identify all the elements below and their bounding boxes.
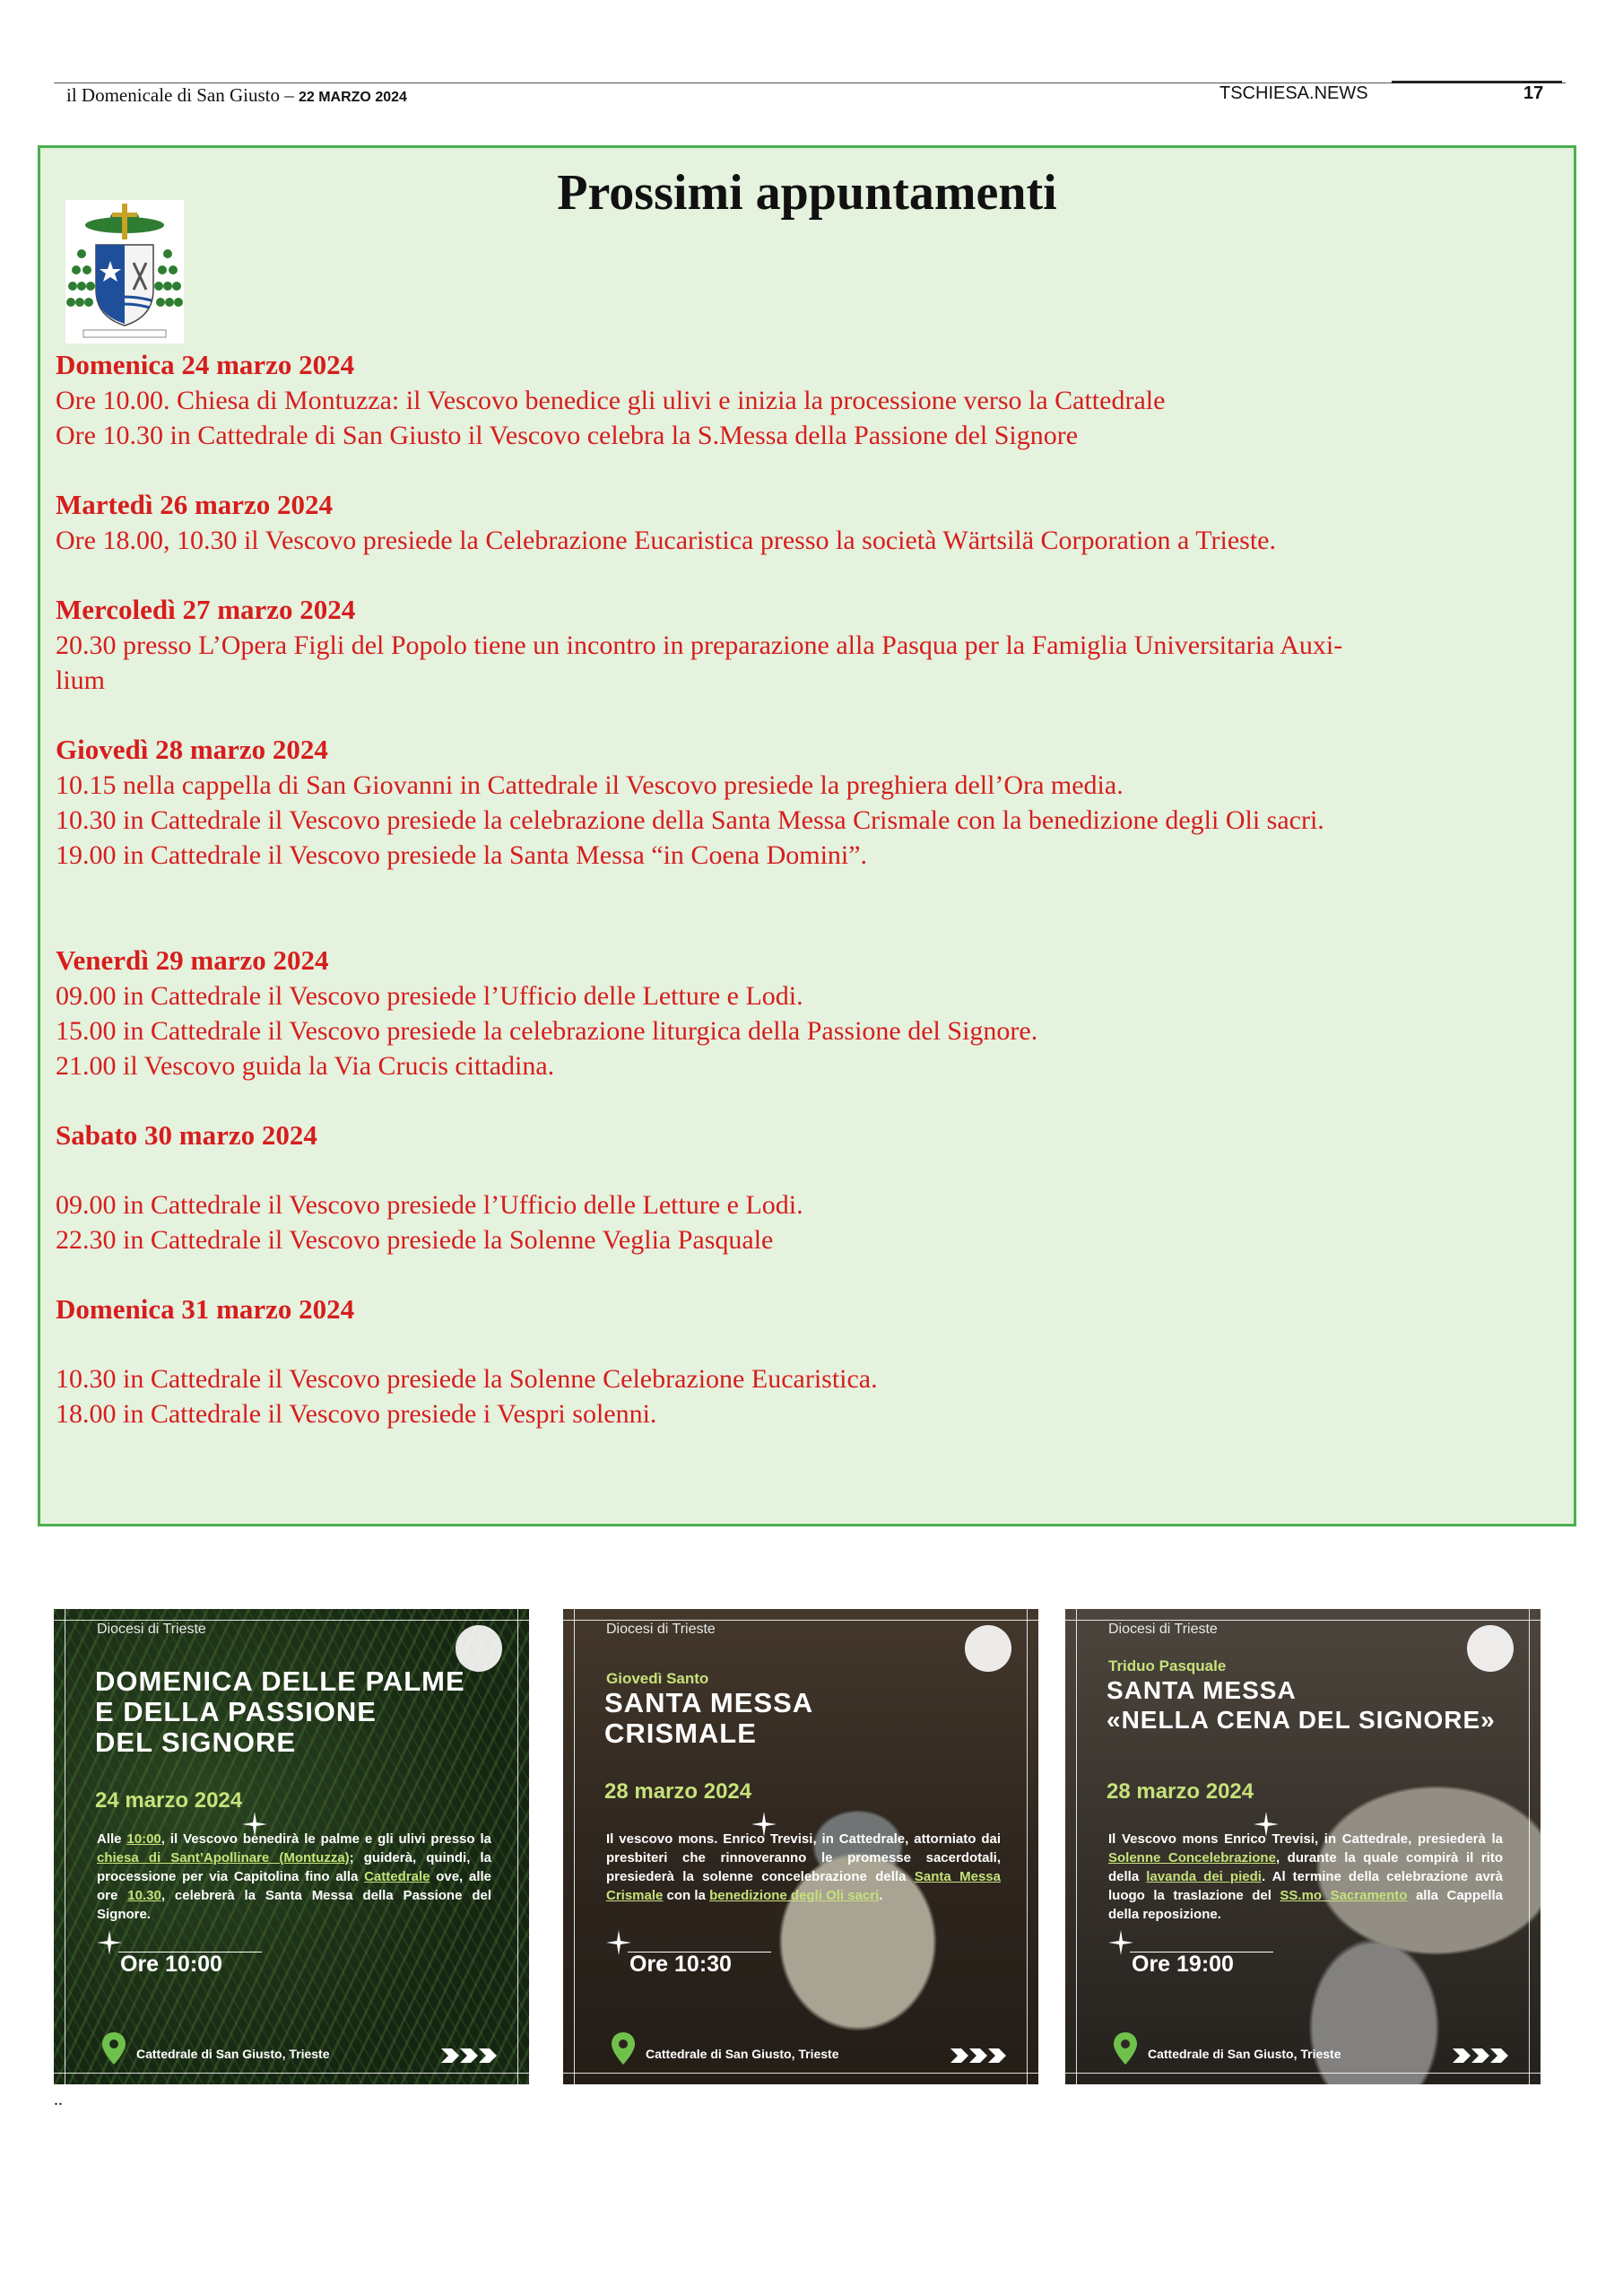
event-day-heading: Venerdì 29 marzo 2024: [56, 944, 329, 976]
arrows-icon: [441, 2048, 497, 2063]
poster-date: 28 marzo 2024: [604, 1779, 752, 1804]
event-line: 10.30 in Cattedrale il Vescovo presiede la celebrazione della Santa Messa Crismale con la benedizione degli Oli sacri.: [56, 805, 1324, 835]
event-day: [56, 592, 1562, 698]
poster-time: Ore 19:00: [1132, 1952, 1234, 1977]
event-line: 10.15 nella cappella di San Giovanni in Cattedrale il Vescovo presiede la preghiera dell’Ora media.: [56, 770, 1124, 800]
event-line: 10.30 in Cattedrale il Vescovo presiede la Solenne Celebrazione Eucaristica.: [56, 1364, 878, 1394]
poster-highlight: SS.mo Sacramento: [1280, 1888, 1408, 1903]
diocese-seal-icon: [1467, 1625, 1514, 1672]
arrows-icon: [950, 2048, 1006, 2063]
event-line: lium: [56, 665, 106, 695]
event-poster-lords-supper[interactable]: [1065, 1609, 1541, 2084]
event-day: [56, 347, 1562, 453]
appointments-list: [56, 347, 1562, 1431]
header-separator: –: [279, 84, 299, 106]
poster-title: SANTA MESSA «NELLA CENA DEL SIGNORE»: [1107, 1676, 1496, 1734]
event-line: 15.00 in Cattedrale il Vescovo presiede la celebrazione liturgica della Passione del Signore.: [56, 1016, 1038, 1046]
poster-text: ; guiderà, quindi, la processione per via Capitolina fino alla: [97, 1850, 491, 1884]
location-pin-icon: [1114, 2032, 1137, 2065]
poster-highlight: 10.30: [127, 1888, 161, 1903]
event-day: [56, 1292, 1562, 1431]
event-day-heading: Martedì 26 marzo 2024: [56, 489, 334, 520]
event-day-heading: Domenica 24 marzo 2024: [56, 349, 355, 380]
event-line: 09.00 in Cattedrale il Vescovo presiede l’Ufficio delle Letture e Lodi.: [56, 1190, 803, 1220]
event-line: 20.30 presso L’Opera Figli del Popolo tiene un incontro in preparazione alla Pasqua per la Famiglia Universitaria Auxi-: [56, 631, 1343, 660]
poster-body: [97, 1830, 491, 1924]
poster-date: 24 marzo 2024: [95, 1788, 243, 1813]
event-line: 09.00 in Cattedrale il Vescovo presiede l’Ufficio delle Letture e Lodi.: [56, 981, 803, 1011]
poster-body: [1108, 1830, 1503, 1924]
poster-text: con la: [663, 1888, 710, 1903]
poster-time: Ore 10:30: [629, 1952, 732, 1977]
poster-text: alla Cappella della reposizione.: [1108, 1888, 1504, 1922]
event-line: 22.30 in Cattedrale il Vescovo presiede la Solenne Veglia Pasquale: [56, 1225, 774, 1255]
appointments-box: [38, 145, 1576, 1526]
poster-text: Il Vescovo mons Enrico Trevisi, in Cattedrale, presiederà la: [1108, 1831, 1503, 1847]
event-line: 18.00 in Cattedrale il Vescovo presiede i Vespri solenni.: [56, 1399, 657, 1429]
poster-highlight: lavanda dei piedi: [1146, 1869, 1262, 1884]
poster-text: , celebrerà la Santa Messa della Passione del Signore.: [97, 1888, 492, 1922]
event-day: [56, 487, 1562, 558]
poster-diocese: Diocesi di Trieste: [97, 1622, 206, 1637]
poster-text: , il Vescovo benedirà le palme e gli ulivi presso la: [161, 1831, 491, 1847]
event-poster-chrism-mass[interactable]: [563, 1609, 1038, 2084]
event-line: 21.00 il Vescovo guida la Via Crucis cittadina.: [56, 1051, 555, 1081]
poster-diocese: Diocesi di Trieste: [1108, 1622, 1218, 1637]
poster-text: ove, alle ore: [97, 1869, 491, 1903]
poster-highlight: Solenne Concelebrazione: [1108, 1850, 1276, 1866]
event-poster-palm-sunday[interactable]: [54, 1609, 529, 2084]
poster-highlight: Cattedrale: [364, 1869, 430, 1884]
location-pin-icon: [612, 2032, 635, 2065]
arrows-icon: [1453, 2048, 1508, 2063]
poster-highlight: Santa Messa Crismale: [606, 1869, 1001, 1903]
footer-mark: ..: [54, 2090, 63, 2109]
poster-time: Ore 10:00: [120, 1952, 222, 1977]
event-line: 19.00 in Cattedrale il Vescovo presiede la Santa Messa “in Coena Domini”.: [56, 840, 868, 870]
running-header: [66, 84, 407, 107]
event-line: Ore 10.00. Chiesa di Montuzza: il Vescovo benedice gli ulivi e inizia la processione verso la Cattedrale: [56, 386, 1166, 415]
poster-date: 28 marzo 2024: [1107, 1779, 1254, 1804]
event-day: [56, 732, 1562, 873]
page-number: 17: [1523, 83, 1544, 103]
poster-place: Cattedrale di San Giusto, Trieste: [1148, 2047, 1341, 2061]
poster-highlight: benedizione degli Oli sacri: [709, 1888, 880, 1903]
poster-place: Cattedrale di San Giusto, Trieste: [646, 2047, 839, 2061]
coat-of-arms-icon: [65, 200, 184, 344]
publication-name: il Domenicale di San Giusto: [66, 84, 280, 106]
poster-diocese: Diocesi di Trieste: [606, 1622, 716, 1637]
poster-body: [606, 1830, 1001, 1905]
event-line: Ore 18.00, 10.30 il Vescovo presiede la Celebrazione Eucaristica presso la società Wärtsilä Corporation a Trieste.: [56, 526, 1277, 555]
event-day: [56, 943, 1562, 1083]
event-day-heading: Mercoledì 27 marzo 2024: [56, 594, 356, 625]
diocese-seal-icon: [965, 1625, 1011, 1672]
event-day-heading: Sabato 30 marzo 2024: [56, 1119, 317, 1151]
poster-highlight: chiesa di Sant’Apollinare (Montuzza): [97, 1850, 350, 1866]
poster-text: , durante la quale compirà il rito della: [1108, 1850, 1503, 1884]
event-day: [56, 1118, 1562, 1257]
poster-place: Cattedrale di San Giusto, Trieste: [136, 2047, 330, 2061]
event-line: Ore 10.30 in Cattedrale di San Giusto il Vescovo celebra la S.Messa della Passione del Signore: [56, 421, 1079, 450]
box-title: Prossimi appuntamenti: [557, 165, 1057, 221]
event-day-heading: Giovedì 28 marzo 2024: [56, 734, 328, 765]
location-pin-icon: [102, 2032, 126, 2065]
poster-text: Alle: [97, 1831, 127, 1847]
poster-kicker: Giovedì Santo: [606, 1670, 709, 1687]
site-name[interactable]: TSCHIESA.NEWS: [1219, 83, 1368, 103]
poster-text: Il vescovo mons. Enrico Trevisi, in Cattedrale, attorniato dai presbiteri che rinnoveranno le promesse sacerdotali, presiederà la solenne concelebrazione della: [606, 1831, 1001, 1884]
poster-kicker: Triduo Pasquale: [1108, 1657, 1227, 1674]
poster-title: DOMENICA DELLE PALME E DELLA PASSIONE DEL SIGNORE: [95, 1665, 465, 1758]
issue-date: 22 MARZO 2024: [298, 90, 407, 105]
poster-text: .: [879, 1888, 883, 1903]
poster-highlight: 10:00: [126, 1831, 161, 1847]
event-day-heading: Domenica 31 marzo 2024: [56, 1293, 355, 1325]
poster-text: . Al termine della celebrazione avrà luogo la traslazione del: [1108, 1869, 1503, 1903]
poster-title: SANTA MESSA CRISMALE: [604, 1687, 814, 1749]
